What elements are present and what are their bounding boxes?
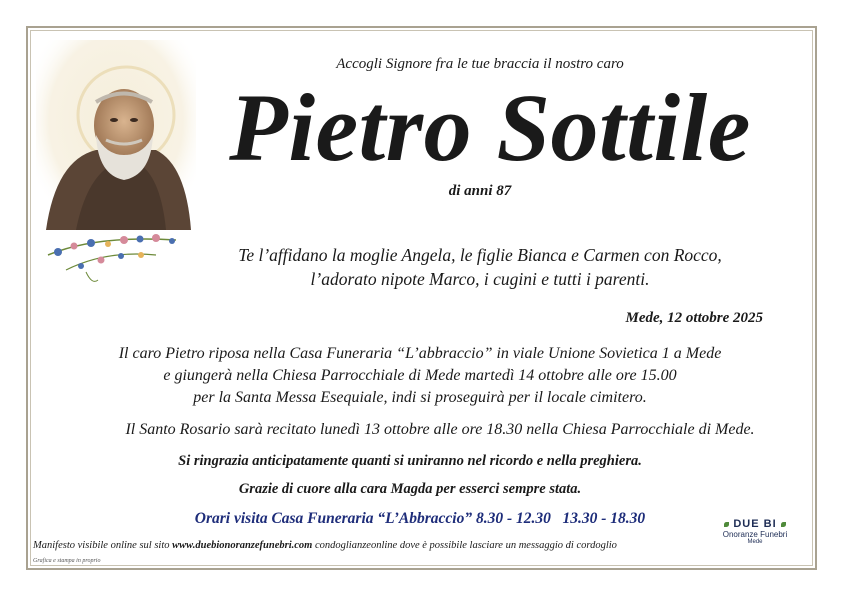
leaf-icon (724, 522, 729, 527)
footer-suffix: condoglianzeonline dove è possibile lasciare un messaggio di cordoglio (312, 540, 617, 551)
family-line-1: Te l’affidano la moglie Angela, le figlie Bianca e Carmen con Rocco, (238, 245, 722, 265)
funeral-line-3: per la Santa Messa Esequiale, indi si proseguirà per il locale cimitero. (193, 389, 647, 406)
family-announcement (200, 243, 760, 291)
funeral-details (60, 343, 780, 409)
family-line-2: l’adorato nipote Marco, i cugini e tutti i parenti. (310, 269, 650, 289)
intro-line: Accogli Signore fra le tue braccia il nostro caro (336, 56, 624, 72)
rosary-line: Il Santo Rosario sarà recitato lunedì 13 ottobre alle ore 18.30 nella Chiesa Parrocchiale di Mede. (125, 421, 755, 438)
company-logo (716, 518, 794, 560)
saint-portrait-image (36, 40, 196, 290)
leaf-icon (781, 522, 786, 527)
print-credit: Grafica e stampa in proprio (33, 558, 101, 564)
funeral-line-1: Il caro Pietro riposa nella Casa Funeraria “L’abbraccio” in viale Unione Sovietica 1 a Mede (118, 345, 722, 362)
age-line: di anni 87 (448, 183, 512, 199)
thanks-magda-line: Grazie di cuore alla cara Magda per esserci sempre stata. (238, 481, 582, 497)
logo-city: Mede (747, 539, 763, 545)
thanks-line: Si ringrazia anticipatamente quanti si uniranno nel ricordo e nella preghiera. (178, 453, 642, 469)
footer-note (33, 540, 617, 551)
logo-main (716, 518, 794, 530)
place-date: Mede, 12 ottobre 2025 (625, 310, 763, 326)
logo-subtitle: Onoranze Funebri (722, 530, 788, 539)
funeral-line-2: e giungerà nella Chiesa Parrocchiale di Mede martedì 14 ottobre alle ore 15.00 (163, 367, 677, 384)
footer-website-link[interactable]: www.duebionoranzefunebri.com (172, 540, 313, 551)
logo-main-text: DUE BI (733, 518, 777, 530)
footer-prefix: Manifesto visibile online sul sito (33, 540, 173, 551)
visiting-hours: Orari visita Casa Funeraria “L’Abbraccio” 8.30 - 12.30 13.30 - 18.30 (194, 510, 646, 527)
deceased-name: Pietro Sottile (229, 74, 751, 181)
flower-garland-icon (48, 234, 176, 281)
